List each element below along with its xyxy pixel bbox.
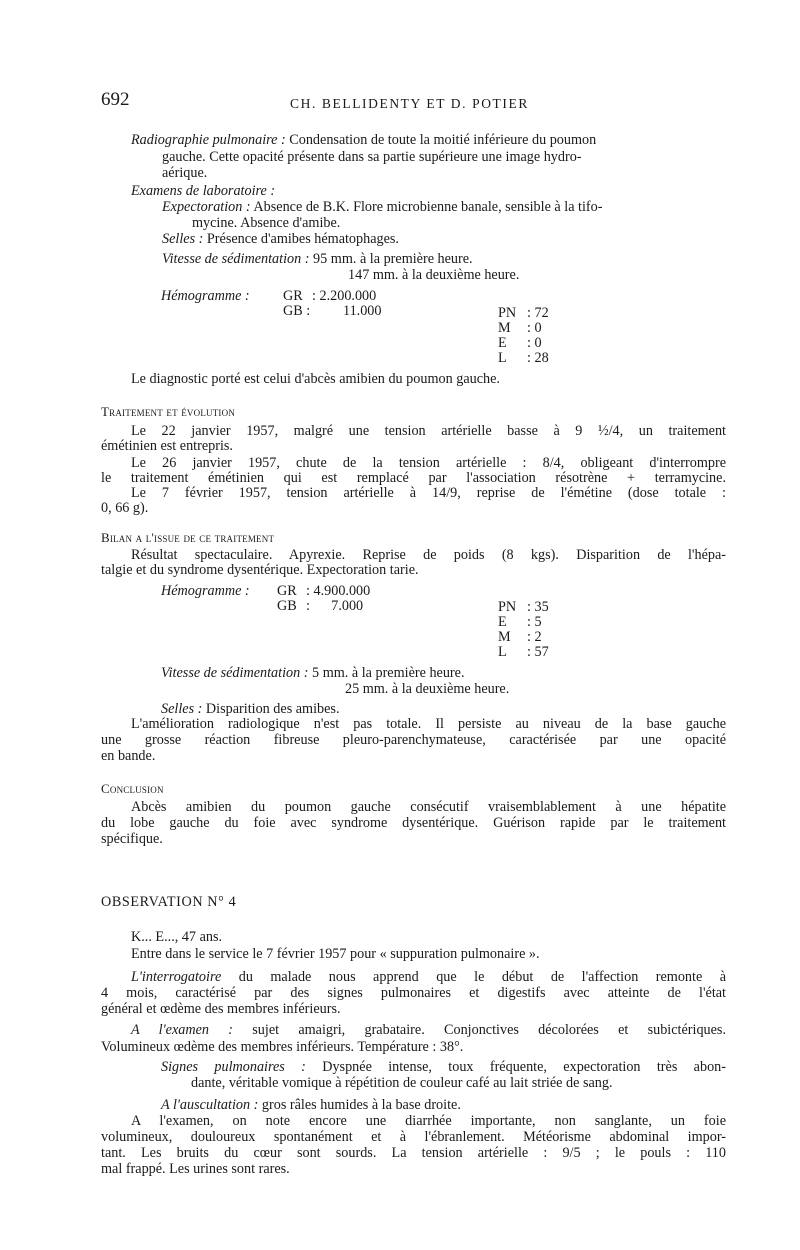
examen-text-1: sujet amaigri, grabataire. Conjonctives décolorées et subictériques. bbox=[252, 1022, 727, 1038]
bilan-radio-line-3: en bande. bbox=[101, 748, 156, 764]
formula-value: : 0 bbox=[527, 335, 542, 351]
signes-label: Signes pulmonaires : bbox=[161, 1059, 306, 1075]
interrogatoire-line-1 bbox=[131, 969, 726, 986]
interrogatoire-line-3: général et œdème des membres inférieurs. bbox=[101, 1001, 341, 1017]
conclusion-line-3: spécifique. bbox=[101, 831, 163, 847]
bilan-formula-label: M bbox=[498, 629, 511, 645]
traitement-p2-line-2: le traitement émétinien qui est remplacé par l'association résotrène + terramycine. bbox=[101, 470, 726, 486]
bilan-formula-label: L bbox=[498, 644, 507, 660]
traitement-p1-line-2: émétinien est entrepris. bbox=[101, 438, 233, 454]
radiographie-label: Radiographie pulmonaire : bbox=[131, 132, 286, 148]
bilan-vitesse-line-2: 25 mm. à la deuxième heure. bbox=[345, 681, 510, 697]
bilan-gr-value: : 4.900.000 bbox=[306, 583, 371, 599]
conclusion-line-2: du lobe gauche du foie avec syndrome dysentérique. Guérison rapide par le traitement bbox=[101, 815, 726, 831]
page-number: 692 bbox=[101, 89, 130, 110]
traitement-p1-line-1: Le 22 janvier 1957, malgré une tension artérielle basse à 9 ½/4, un traitement bbox=[131, 423, 726, 439]
bilan-vitesse-line-1 bbox=[161, 665, 465, 682]
expectoration-text-1: Absence de B.K. Flore microbienne banale, sensible à la tifo- bbox=[253, 199, 603, 215]
final-line-2: volumineux, douloureux spontanément et à l'ébranlement. Météorisme abdominal impor- bbox=[101, 1129, 726, 1145]
signes-text-1: Dyspnée intense, toux fréquente, expectoration très abon- bbox=[322, 1059, 726, 1075]
examen-line-1 bbox=[131, 1022, 726, 1039]
bilan-formula-label: E bbox=[498, 614, 507, 630]
observation-title: OBSERVATION N° 4 bbox=[101, 894, 237, 910]
bilan-gb-value: : 7.000 bbox=[306, 598, 364, 614]
gr-value: : 2.200.000 bbox=[312, 288, 377, 304]
observation-entree: Entre dans le service le 7 février 1957 pour « suppuration pulmonaire ». bbox=[131, 946, 540, 962]
bilan-gr-label: GR bbox=[277, 583, 297, 599]
final-line-3: tant. Les bruits du cœur sont sourds. La tension artérielle : 9/5 ; le pouls : 110 bbox=[101, 1145, 726, 1161]
observation-patient: K... E..., 47 ans. bbox=[131, 929, 223, 945]
diagnostic: Le diagnostic porté est celui d'abcès amibien du poumon gauche. bbox=[131, 371, 500, 387]
gr-label: GR bbox=[283, 288, 303, 304]
radiographie-text-1: Condensation de toute la moitié inférieure du poumon bbox=[289, 132, 597, 148]
bilan-selles-text: Disparition des amibes. bbox=[205, 701, 340, 717]
traitement-p3-line-1: Le 7 février 1957, tension artérielle à 14/9, reprise de l'émétine (dose totale : bbox=[131, 485, 726, 501]
conclusion-line-1: Abcès amibien du poumon gauche consécutif vraisemblablement à une hépatite bbox=[131, 799, 726, 815]
bilan-line-2: talgie et du syndrome dysentérique. Expectoration tarie. bbox=[101, 562, 419, 578]
bilan-radio-line-2: une grosse réaction fibreuse pleuro-parenchymateuse, caractérisée par une opacité bbox=[101, 732, 726, 748]
examen-label: A l'examen : bbox=[131, 1022, 233, 1038]
bilan-formula-value: : 2 bbox=[527, 629, 542, 645]
final-line-1: A l'examen, on note encore une diarrhée importante, non sanglante, un foie bbox=[131, 1113, 726, 1129]
bilan-formula-label: PN bbox=[498, 599, 517, 615]
final-line-4: mal frappé. Les urines sont rares. bbox=[101, 1161, 290, 1177]
auscultation-line bbox=[161, 1097, 461, 1114]
traitement-p3-line-2: 0, 66 g). bbox=[101, 500, 149, 516]
gb-value: 11.000 bbox=[343, 303, 382, 319]
formula-label: PN bbox=[498, 305, 517, 321]
formula-label: E bbox=[498, 335, 507, 351]
radiographie-line-3: aérique. bbox=[162, 165, 208, 181]
examen-line-2: Volumineux œdème des membres inférieurs. Température : 38°. bbox=[101, 1039, 464, 1055]
conclusion-heading: Conclusion bbox=[101, 781, 164, 796]
auscultation-text: gros râles humides à la base droite. bbox=[261, 1097, 461, 1113]
running-title: CH. BELLIDENTY ET D. POTIER bbox=[290, 96, 529, 111]
traitement-heading: Traitement et évolution bbox=[101, 404, 236, 419]
expectoration-label: Expectoration : bbox=[162, 199, 251, 215]
examens-heading: Examens de laboratoire : bbox=[131, 183, 276, 199]
expectoration-line-1 bbox=[162, 199, 602, 216]
interrogatoire-line-2: 4 mois, caractérisé par des signes pulmonaires et digestifs avec atteinte de l'état bbox=[101, 985, 726, 1001]
bilan-gb-label: GB bbox=[277, 598, 297, 614]
bilan-heading: Bilan a l'issue de ce traitement bbox=[101, 530, 275, 545]
bilan-radio-line-1: L'amélioration radiologique n'est pas totale. Il persiste au niveau de la base gauche bbox=[131, 716, 726, 732]
selles-line bbox=[162, 231, 399, 248]
vitesse-line-1 bbox=[162, 251, 473, 268]
bilan-formula-value: : 57 bbox=[527, 644, 549, 660]
formula-value: : 72 bbox=[527, 305, 549, 321]
bilan-formula-value: : 35 bbox=[527, 599, 549, 615]
auscultation-label: A l'auscultation : bbox=[161, 1097, 259, 1113]
traitement-p2-line-1: Le 26 janvier 1957, chute de la tension artérielle : 8/4, obligeant d'interrompre bbox=[131, 455, 726, 471]
bilan-selles-label: Selles : bbox=[161, 701, 203, 717]
vitesse-line-2: 147 mm. à la deuxième heure. bbox=[348, 267, 520, 283]
selles-label: Selles : bbox=[162, 231, 204, 247]
selles-text: Présence d'amibes hématophages. bbox=[206, 231, 399, 247]
bilan-vitesse-text-1: 5 mm. à la première heure. bbox=[312, 665, 465, 681]
vitesse-label: Vitesse de sédimentation : bbox=[162, 251, 310, 267]
radiographie-line-2: gauche. Cette opacité présente dans sa partie supérieure une image hydro- bbox=[162, 149, 582, 165]
interrogatoire-text-1: du malade nous apprend que le début de l'affection remonte à bbox=[238, 969, 727, 985]
bilan-hemogramme-label: Hémogramme : bbox=[161, 583, 250, 599]
bilan-line-1: Résultat spectaculaire. Apyrexie. Reprise de poids (8 kgs). Disparition de l'hépa- bbox=[131, 547, 726, 563]
formula-value: : 0 bbox=[527, 320, 542, 336]
hemogramme-label: Hémogramme : bbox=[161, 288, 250, 304]
bilan-formula-value: : 5 bbox=[527, 614, 542, 630]
formula-label: M bbox=[498, 320, 511, 336]
interrogatoire-label: L'interrogatoire bbox=[131, 969, 222, 985]
signes-line-2: dante, véritable vomique à répétition de couleur café au lait striée de sang. bbox=[191, 1075, 613, 1091]
bilan-vitesse-label: Vitesse de sédimentation : bbox=[161, 665, 309, 681]
vitesse-text-1: 95 mm. à la première heure. bbox=[313, 251, 473, 267]
expectoration-line-2: mycine. Absence d'amibe. bbox=[192, 215, 341, 231]
radiographie-line-1 bbox=[131, 132, 596, 149]
gb-label: GB : bbox=[283, 303, 311, 319]
formula-value: : 28 bbox=[527, 350, 549, 366]
signes-line-1 bbox=[161, 1059, 726, 1076]
formula-label: L bbox=[498, 350, 507, 366]
